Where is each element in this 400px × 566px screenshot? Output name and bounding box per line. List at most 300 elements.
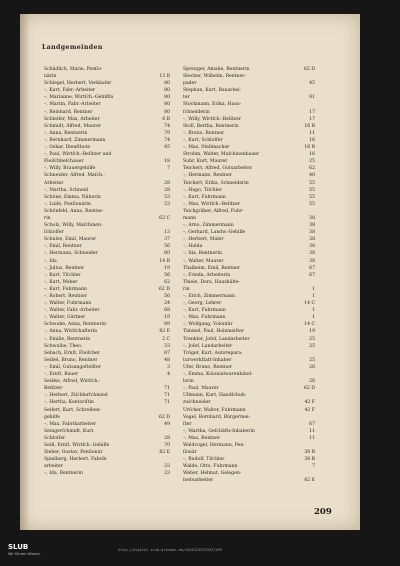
entry-house-number: 1 xyxy=(312,286,315,292)
entry-house-number: 56 xyxy=(164,294,170,299)
entry-house-number: 71 xyxy=(164,400,170,406)
directory-entry xyxy=(183,87,315,94)
entry-house-number: 18 xyxy=(164,159,170,165)
entry-house-number: 19 xyxy=(164,265,170,271)
entry-house-number: 74 xyxy=(164,123,170,129)
entry-name: Schwabe, Anna, Rentnerin xyxy=(44,322,107,328)
entry-house-number: 6 B xyxy=(162,116,170,122)
entry-name: –, Max, Fabrikarbeiter xyxy=(44,421,96,427)
entry-house-number: 19 xyxy=(164,315,170,321)
entry-name: ſchloſſer xyxy=(44,230,64,236)
entry-name: –, Emil, Rentner xyxy=(44,244,82,250)
entry-name: –, Julius, Rentner xyxy=(44,265,85,271)
entry-name: Thalheim, Emil, Rentner xyxy=(183,265,241,271)
entry-name: –, Hermann, Schneider xyxy=(44,251,98,257)
entry-name: Stockmann, Erika, Haus- xyxy=(183,102,242,108)
directory-entry xyxy=(183,414,315,421)
directory-entry xyxy=(44,137,170,144)
directory-entry xyxy=(183,399,315,406)
directory-entry xyxy=(183,158,315,165)
entry-house-number: 38 xyxy=(309,244,315,250)
entry-name: Schlegel, Herbert, Verkäufer xyxy=(44,81,112,87)
entry-name: Stecher, Wilhelm, Rentner- xyxy=(183,74,246,80)
entry-name: –, Willy, Wirtſch.-Beſitzer xyxy=(183,116,242,122)
entry-name: –, Walter, Maurer xyxy=(183,258,224,264)
entry-name: –, Kurt, Fuhrmann xyxy=(44,286,87,292)
directory-entry xyxy=(183,392,315,399)
document-page xyxy=(20,14,360,530)
section-header: Landgemeinden xyxy=(42,44,103,51)
entry-house-number: 62 C xyxy=(159,215,170,221)
directory-entry xyxy=(183,442,315,449)
entry-name: Beſitzer xyxy=(44,386,63,392)
entry-house-number: 38 xyxy=(309,230,315,236)
entry-house-number: 38 B xyxy=(304,450,315,456)
entry-name: –, Herbert, Ziſchlerſchmied xyxy=(44,393,108,399)
directory-entry xyxy=(44,343,170,350)
entry-house-number: 79 xyxy=(164,130,170,136)
directory-entry xyxy=(183,208,315,215)
entry-name: Thiele, Dora, Haushälte- xyxy=(183,279,240,285)
directory-entry xyxy=(183,350,315,357)
entry-name: zuſchneider xyxy=(183,400,211,406)
entry-house-number: 87 xyxy=(164,350,170,356)
entry-house-number: 71 xyxy=(164,393,170,399)
directory-entry xyxy=(183,357,315,364)
directory-entry xyxy=(183,116,315,123)
directory-entry xyxy=(44,350,170,357)
entry-house-number: 33 xyxy=(164,464,170,470)
directory-entry xyxy=(183,328,315,335)
directory-entry xyxy=(183,80,315,87)
entry-name: Walde, Otto, Fuhrmann xyxy=(183,464,238,470)
entry-name: Waldvogel, Hermann, Pen- xyxy=(183,442,245,448)
entry-house-number: 62 xyxy=(164,279,170,285)
entry-house-number: 16 B xyxy=(304,145,315,151)
entry-name: gehilfe xyxy=(44,414,60,420)
entry-house-number: 25 xyxy=(309,357,315,363)
entry-house-number: 67 xyxy=(309,272,315,278)
entry-house-number: 40 xyxy=(309,173,315,179)
entry-name: mann xyxy=(183,215,197,221)
directory-entry xyxy=(44,94,170,101)
entry-house-number: 48 xyxy=(164,357,170,363)
entry-house-number: 38 xyxy=(309,223,315,229)
entry-name: –, Wolfgang, Volontär xyxy=(183,322,233,328)
entry-house-number: 82 E xyxy=(159,329,170,335)
entry-name: –, Max, Wirtſch.-Beſitzer xyxy=(183,201,241,207)
entry-name: –, Arno, Zimmermann xyxy=(183,223,234,229)
entry-name: ſter xyxy=(183,421,192,427)
entry-name: Sieber, Gustav, Penſionär xyxy=(44,450,103,456)
entry-name: –, Bernhard, Zimmermann xyxy=(44,137,106,143)
directory-entry xyxy=(183,343,315,350)
directory-entry xyxy=(183,151,315,158)
entry-house-number: 74 xyxy=(164,137,170,143)
directory-entry xyxy=(44,371,170,378)
directory-entry xyxy=(183,407,315,414)
entry-house-number: 60 xyxy=(164,251,170,257)
directory-entry xyxy=(183,137,315,144)
entry-name: arbeiter xyxy=(44,464,63,470)
directory-entry xyxy=(183,258,315,265)
entry-name: –, Reinhard, Rentner xyxy=(44,109,93,115)
entry-name: –, Frieda, Arbeiterin xyxy=(183,272,231,278)
entry-name: –, Kurt, Tiſchler xyxy=(44,272,81,278)
entry-name: Suhr, Kurt, Maurer xyxy=(183,159,228,165)
directory-entry xyxy=(44,243,170,250)
directory-entry xyxy=(44,123,170,130)
entry-name: –, Martha, Geſchäfts-Inhaberin xyxy=(183,428,255,434)
entry-name: –, Robert, Rentner xyxy=(44,294,87,299)
entry-house-number: 16 xyxy=(309,137,315,143)
entry-house-number: 14 C xyxy=(304,322,315,328)
entry-house-number: 11 xyxy=(309,130,315,136)
directory-entry xyxy=(44,73,170,80)
entry-house-number: 4 xyxy=(167,372,170,378)
directory-entry xyxy=(183,385,315,392)
entry-house-number: 11 xyxy=(309,435,315,441)
entry-name: Schönfeld, Anna, Rentne- xyxy=(44,208,104,214)
directory-entry xyxy=(183,236,315,243)
directory-entry xyxy=(183,215,315,222)
directory-entry xyxy=(183,194,315,201)
entry-house-number: 45 xyxy=(309,81,315,87)
library-logo: SLUB xyxy=(8,543,29,551)
directory-entry xyxy=(183,101,315,108)
entry-name: –, Emma, Kolonialwarenhänd- xyxy=(183,372,253,378)
entry-house-number: 62 xyxy=(309,166,315,172)
directory-entry xyxy=(44,470,170,477)
directory-entry xyxy=(44,144,170,151)
entry-name: ſionär xyxy=(183,450,197,456)
entry-house-number: 19 xyxy=(309,329,315,335)
entry-house-number: 70 xyxy=(164,442,170,448)
entry-name: Schleifer, Max, Arbeiter xyxy=(44,116,100,122)
entry-name: Schulze, Emil, Maurer xyxy=(44,237,97,243)
entry-house-number: 38 xyxy=(309,215,315,221)
source-url: http://digital.slub-dresden.de/id3632323333Z/209 xyxy=(118,548,222,552)
directory-entry xyxy=(44,456,170,463)
directory-entry xyxy=(183,421,315,428)
directory-column-right xyxy=(183,66,315,485)
entry-name: –, Anna, Wirtſchafterin xyxy=(44,329,98,335)
directory-entry xyxy=(183,180,315,187)
directory-entry xyxy=(44,158,170,165)
entry-house-number: 1 xyxy=(312,294,315,299)
entry-name: –, Anna, Rentnerin xyxy=(44,130,88,136)
entry-name: –, Walter, Fabr.-Arbeiter xyxy=(44,308,100,314)
entry-house-number: 38 xyxy=(309,251,315,257)
directory-entry xyxy=(44,293,170,300)
entry-house-number: 67 xyxy=(309,265,315,271)
entry-name: Strohm, Walter, Maſchinenbauer xyxy=(183,152,260,158)
entry-name: lerin xyxy=(183,379,194,385)
directory-entry xyxy=(44,435,170,442)
entry-name: –, Paul, Maurer xyxy=(183,386,219,392)
directory-entry xyxy=(183,272,315,279)
entry-house-number: 80 xyxy=(164,81,170,87)
entry-house-number: 24 xyxy=(164,301,170,307)
directory-entry xyxy=(44,279,170,286)
entry-house-number: 62 D xyxy=(304,67,315,72)
directory-entry xyxy=(44,385,170,392)
entry-name: Fleiſchbeſchauer xyxy=(44,159,84,165)
entry-name: Ullmann, Kurt, Handſchuh- xyxy=(183,393,247,399)
directory-entry xyxy=(44,364,170,371)
entry-house-number: 82 E xyxy=(159,450,170,456)
entry-name: Ufer, Bruno, Rentner xyxy=(183,364,232,370)
entry-name: –, Marianne, Wirtſch.-Gehilfin xyxy=(44,95,114,101)
entry-house-number: 55 xyxy=(309,201,315,207)
directory-entry xyxy=(44,407,170,414)
directory-entry xyxy=(44,180,170,187)
entry-name: Seifert, Kurt, Schreiben- xyxy=(44,407,102,413)
entry-name: ter xyxy=(183,95,190,101)
directory-entry xyxy=(44,116,170,123)
directory-entry xyxy=(44,80,170,87)
entry-house-number: 11 xyxy=(309,428,315,434)
entry-name: Vogel, Bernhard, Bürgermei- xyxy=(183,414,251,420)
entry-name: Teichert, Erika, Schneiderin xyxy=(183,180,249,186)
directory-entry xyxy=(44,328,170,335)
entry-name: –, Emil, Gutsangeſtellter xyxy=(44,364,101,370)
directory-entry xyxy=(183,187,315,194)
entry-name: rin xyxy=(183,286,190,292)
entry-house-number: 16 xyxy=(309,152,315,158)
entry-name: –, Hulda xyxy=(183,244,203,250)
entry-house-number: 89 xyxy=(164,322,170,328)
directory-entry xyxy=(183,286,315,293)
directory-entry xyxy=(44,421,170,428)
entry-name: –, Hugo, Tiſchler xyxy=(183,187,222,193)
entry-house-number: 28 xyxy=(164,180,170,186)
directory-entry xyxy=(44,357,170,364)
entry-name: närin xyxy=(44,74,57,80)
directory-entry xyxy=(183,222,315,229)
entry-name: Schöne, Emma, Näherin xyxy=(44,194,101,200)
directory-column-left xyxy=(44,66,170,477)
directory-entry xyxy=(44,286,170,293)
entry-name: Schloſſer xyxy=(44,435,66,441)
entry-name: –, Joſef, Landarbeiter xyxy=(183,343,233,349)
entry-house-number: 53 xyxy=(164,194,170,200)
entry-name: –, Walter, Gärtner xyxy=(44,315,86,321)
entry-house-number: 28 xyxy=(164,435,170,441)
directory-entry xyxy=(183,470,315,477)
entry-name: Schneider, Alfred, Maſch.- xyxy=(44,173,106,179)
entry-house-number: 25 xyxy=(309,336,315,342)
directory-entry xyxy=(183,229,315,236)
entry-house-number: 14 C xyxy=(304,301,315,307)
directory-entry xyxy=(44,109,170,116)
entry-name: Teichgräber, Alfred, Fuhr- xyxy=(183,208,244,214)
entry-name: –, Martin, Fabr.-Arbeiter xyxy=(44,102,101,108)
entry-house-number: 1 xyxy=(312,315,315,321)
directory-entry xyxy=(44,399,170,406)
directory-entry xyxy=(183,314,315,321)
entry-name: –, Luiſe, Penſionärin xyxy=(44,201,91,207)
entry-house-number: 62 D xyxy=(159,286,170,292)
entry-name: –, Herbert, Maler xyxy=(183,237,224,243)
directory-entry xyxy=(183,300,315,307)
entry-name: –, Martha, Schneid xyxy=(44,187,89,193)
entry-house-number: 56 xyxy=(164,272,170,278)
entry-house-number: 2 C xyxy=(162,336,170,342)
directory-entry xyxy=(183,435,315,442)
directory-entry xyxy=(183,456,315,463)
directory-entry xyxy=(183,321,315,328)
directory-entry xyxy=(44,250,170,257)
directory-entry xyxy=(183,144,315,151)
entry-name: –, Erich, Zimmermann xyxy=(183,294,235,299)
directory-entry xyxy=(44,165,170,172)
entry-house-number: 55 xyxy=(309,187,315,193)
directory-entry xyxy=(183,201,315,208)
entry-house-number: 38 xyxy=(309,258,315,264)
entry-name: –, Emilie, Rentnerin xyxy=(44,336,91,342)
entry-house-number: 80 xyxy=(164,88,170,94)
entry-house-number: 14 B xyxy=(159,258,170,264)
directory-entry xyxy=(44,300,170,307)
directory-entry xyxy=(44,229,170,236)
entry-house-number: 42 F xyxy=(304,407,315,413)
entry-name: –, Walter, Fuhrmann xyxy=(44,301,92,307)
entry-house-number: 33 xyxy=(164,343,170,349)
entry-house-number: 28 xyxy=(164,187,170,193)
directory-entry xyxy=(183,109,315,116)
entry-house-number: 55 xyxy=(309,180,315,186)
directory-entry xyxy=(44,66,170,73)
directory-entry xyxy=(44,201,170,208)
entry-name: Teichert, Alfred, Gutsarbeiter xyxy=(183,166,253,172)
directory-entry xyxy=(44,321,170,328)
directory-entry xyxy=(183,463,315,470)
directory-entry xyxy=(44,172,170,179)
directory-entry xyxy=(44,151,170,158)
directory-entry xyxy=(44,187,170,194)
entry-name: –, Rudolf, Tiſchler xyxy=(183,457,225,463)
directory-entry xyxy=(183,371,315,378)
directory-entry xyxy=(183,364,315,371)
entry-house-number: 3 xyxy=(167,364,170,370)
directory-entry xyxy=(44,208,170,215)
directory-entry xyxy=(183,293,315,300)
entry-house-number: 37 xyxy=(164,237,170,243)
entry-name: Weber, Helmut, Gelegen- xyxy=(183,471,242,477)
directory-entry xyxy=(44,307,170,314)
directory-entry xyxy=(183,428,315,435)
directory-entry xyxy=(44,265,170,272)
entry-name: –, Ernſt, Bauer xyxy=(44,372,79,378)
entry-name: –, Ida, Rentnerin xyxy=(44,471,83,477)
directory-entry xyxy=(44,428,170,435)
entry-name: Sprenger, Amalie, Rentnerin xyxy=(183,67,250,72)
entry-name: rin xyxy=(44,215,51,221)
entry-name: –, Max, Fuhrmann xyxy=(183,315,226,321)
directory-entry xyxy=(183,279,315,286)
directory-entry xyxy=(44,101,170,108)
entry-name: –, Bruno, Rentner xyxy=(183,130,225,136)
entry-name: Tröger, Kurt, Autorepara- xyxy=(183,350,243,356)
directory-entry xyxy=(183,378,315,385)
entry-house-number: 68 xyxy=(164,308,170,314)
entry-house-number: 71 xyxy=(164,386,170,392)
entry-name: Scholz, Willy, Maſchinen- xyxy=(44,223,103,229)
entry-house-number: 38 B xyxy=(304,457,315,463)
library-logo-subtitle: Wir führen Wissen. xyxy=(8,552,41,556)
directory-entry xyxy=(183,250,315,257)
entry-house-number: 26 xyxy=(309,379,315,385)
directory-entry xyxy=(183,66,315,73)
entry-name: –, Hermann, Rentner xyxy=(183,173,232,179)
entry-name: –, Hertha, Kontoriſtin xyxy=(44,400,94,406)
entry-name: –, Kurt, Schloſſer xyxy=(183,137,223,143)
entry-house-number: 53 xyxy=(164,201,170,207)
directory-entry xyxy=(183,307,315,314)
entry-name: –, Kurt, Fuhrmann xyxy=(183,194,226,200)
entry-house-number: 16 B xyxy=(304,123,315,129)
entry-house-number: 56 xyxy=(164,244,170,250)
entry-house-number: 17 xyxy=(309,116,315,122)
entry-house-number: 55 xyxy=(309,194,315,200)
entry-house-number: 33 xyxy=(164,471,170,477)
directory-entry xyxy=(183,165,315,172)
entry-name: Seiß, Ernſt, Wirtſch.-Gehilfe xyxy=(44,442,110,448)
entry-house-number: 62 E xyxy=(304,478,315,484)
directory-entry xyxy=(44,442,170,449)
entry-name: Schädlich, Marie, Penſio- xyxy=(44,67,103,72)
directory-entry xyxy=(183,336,315,343)
directory-entry xyxy=(44,222,170,229)
entry-name: ſchneiderin xyxy=(183,109,210,115)
directory-entry xyxy=(44,392,170,399)
directory-entry xyxy=(44,236,170,243)
entry-house-number: 81 xyxy=(309,95,315,101)
entry-name: Spielberg, Herbert, Fabrik- xyxy=(44,457,108,463)
entry-name: –, Georg, Lehrer xyxy=(183,301,222,307)
entry-name: heitsarbeiter xyxy=(183,478,214,484)
directory-entry xyxy=(183,130,315,137)
entry-name: –, Max, Rentner xyxy=(183,435,221,441)
directory-entry xyxy=(183,123,315,130)
entry-house-number: 62 D xyxy=(159,414,170,420)
entry-house-number: 62 D xyxy=(304,386,315,392)
entry-house-number: 26 xyxy=(309,364,315,370)
entry-name: –, Willy, Brauergehilfe xyxy=(44,166,96,172)
entry-name: –, Ida, Rentnerin xyxy=(183,251,222,257)
entry-house-number: 1 xyxy=(312,308,315,314)
entry-name: Trenkler, Joſef, Landarbeiter xyxy=(183,336,250,342)
entry-house-number: 25 xyxy=(309,343,315,349)
entry-name: –, Ida xyxy=(44,258,57,264)
entry-name: Timmel, Paul, Holzmeiſter xyxy=(183,329,244,335)
entry-house-number: 13 B xyxy=(159,74,170,80)
entry-house-number: 17 xyxy=(309,109,315,115)
directory-entry xyxy=(183,172,315,179)
directory-entry xyxy=(44,314,170,321)
entry-house-number: 7 xyxy=(167,166,170,172)
entry-name: Schmidt, Alfred, Maurer xyxy=(44,123,101,129)
directory-entry xyxy=(44,215,170,222)
page-number: 209 xyxy=(314,507,332,517)
entry-name: –, Gerhard, Landw.-Gehilfe xyxy=(183,230,246,236)
entry-house-number: 38 xyxy=(309,237,315,243)
directory-entry xyxy=(44,87,170,94)
entry-name: Seingerſchmidt, Kurt, xyxy=(44,428,95,434)
directory-entry xyxy=(44,449,170,456)
entry-name: –, Oskar, Dienſtbote xyxy=(44,145,91,151)
